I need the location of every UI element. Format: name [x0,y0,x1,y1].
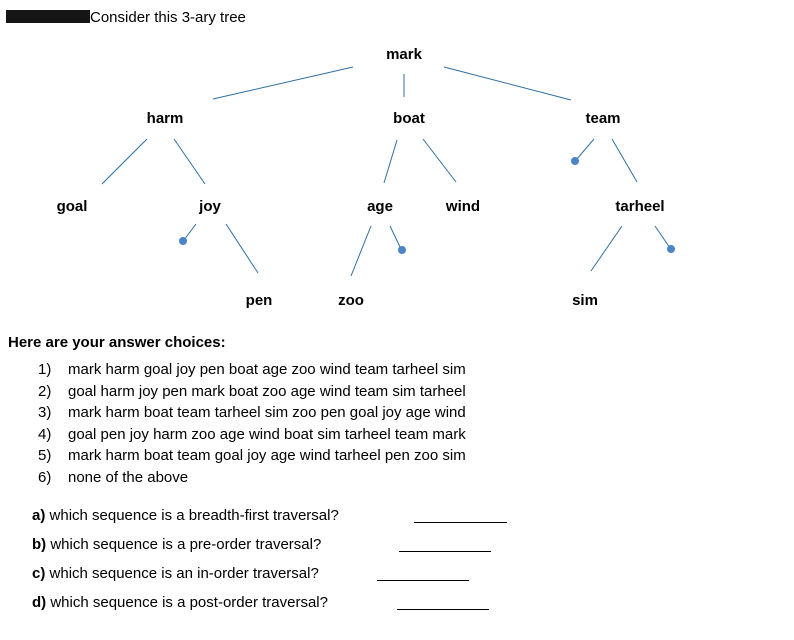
null-child-dot [179,237,187,245]
question-b: b) which sequence is a pre-order traversal? [32,536,322,553]
answer-blank-d[interactable] [397,609,489,610]
edge-joy-pen [226,224,258,273]
edge-age-zoo [351,226,371,276]
answer-choice: 4) goal pen joy harm zoo age wind boat sim tarheel team mark [38,425,466,443]
edge-age-null [390,226,401,249]
edge-joy-null [184,224,196,240]
null-child-dot [667,245,675,253]
answer-choice: 1) mark harm goal joy pen boat age zoo wind team tarheel sim [38,361,466,378]
node-team: team [585,110,621,127]
answer-choice: 2) goal harm joy pen mark boat zoo age wind team sim tarheel [38,382,466,400]
answer-blank-b[interactable] [399,551,491,552]
answer-blank-c[interactable] [377,580,469,581]
edge-team-tarheel [612,139,637,182]
node-pen: pen [245,292,273,309]
edge-harm-joy [174,139,205,184]
edge-boat-age [384,140,397,183]
node-boat: boat [393,110,425,127]
answer-choice: 3) mark harm boat team tarheel sim zoo pen goal joy age wind [38,404,466,422]
node-zoo: zoo [338,292,364,309]
node-age: age [367,198,393,215]
edge-mark-harm [213,67,353,99]
node-sim: sim [572,292,598,309]
node-goal: goal [56,198,88,215]
node-harm: harm [146,110,184,127]
node-joy: joy [199,198,221,215]
question-d: d) which sequence is a post-order traversal? [32,594,328,611]
edge-harm-goal [102,139,147,184]
answer-choice: 6) none of the above [38,468,189,486]
intro-text: Consider this 3-ary tree [90,9,246,26]
answer-blank-a[interactable] [414,522,507,523]
edge-boat-wind [423,139,456,182]
choices-title: Here are your answer choices: [8,334,226,351]
answer-choice: 5) mark harm boat team goal joy age wind tarheel pen zoo sim [38,447,466,465]
edge-mark-team [444,67,571,100]
null-child-dot [571,157,579,165]
edge-tarheel-null [655,226,670,248]
node-mark: mark [386,46,422,63]
edge-team-null [576,139,594,160]
null-child-dot [398,246,406,254]
question-a: a) which sequence is a breadth-first traversal? [32,507,339,524]
edge-tarheel-sim [591,226,622,271]
question-c: c) which sequence is an in-order traversal? [32,565,319,582]
answer-choices-list [38,359,466,489]
node-wind: wind [445,198,481,215]
node-tarheel: tarheel [615,198,665,215]
